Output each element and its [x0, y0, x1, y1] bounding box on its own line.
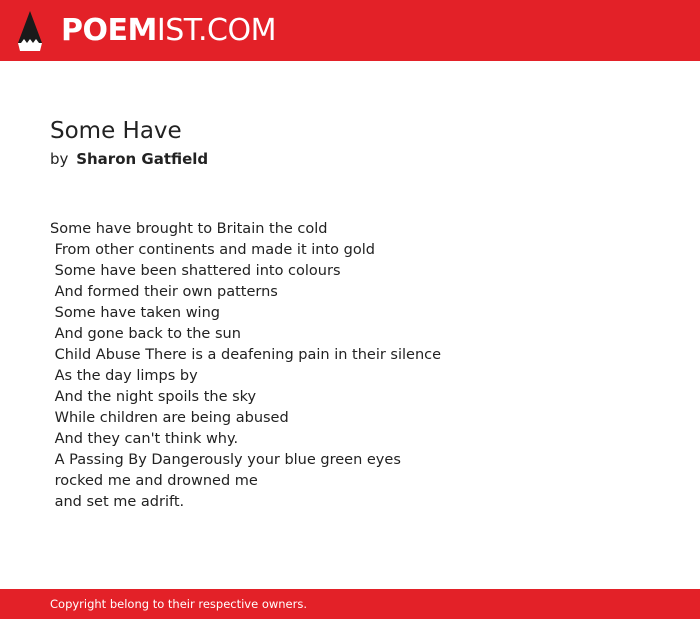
poem-line: Some have taken wing — [50, 305, 220, 321]
poem-line: Some have been shattered into colours — [50, 263, 341, 279]
site-header — [0, 0, 700, 61]
poem-title: Some Have — [50, 118, 182, 144]
poem-line: And they can't think why. — [50, 431, 239, 447]
poem-line: And the night spoils the sky — [50, 389, 257, 405]
poem-line: As the day limps by — [50, 368, 198, 384]
logo-text-light: IST.COM — [156, 13, 276, 48]
site-logo[interactable] — [61, 11, 276, 51]
pencil-tip-icon — [18, 11, 42, 51]
poem-line: From other continents and made it into gold — [50, 242, 375, 258]
by-label: by — [50, 150, 69, 168]
poem-line: Some have brought to Britain the cold — [50, 221, 328, 237]
site-footer — [0, 589, 700, 619]
poem-line: And gone back to the sun — [50, 326, 241, 342]
poem-line: And formed their own patterns — [50, 284, 278, 300]
poem-line: A Passing By Dangerously your blue green eyes — [50, 452, 401, 468]
poem-author: Sharon Gatfield — [76, 150, 209, 168]
copyright-text: Copyright belong to their respective owners. — [50, 597, 308, 611]
poem-body — [50, 219, 650, 513]
poem-byline — [50, 149, 208, 169]
poem-line: and set me adrift. — [50, 494, 185, 510]
poem-line: Child Abuse There is a deafening pain in their silence — [50, 347, 442, 363]
poem-line: rocked me and drowned me — [50, 473, 258, 489]
poem-line: While children are being abused — [50, 410, 289, 426]
logo-text-bold: POEM — [61, 13, 157, 48]
